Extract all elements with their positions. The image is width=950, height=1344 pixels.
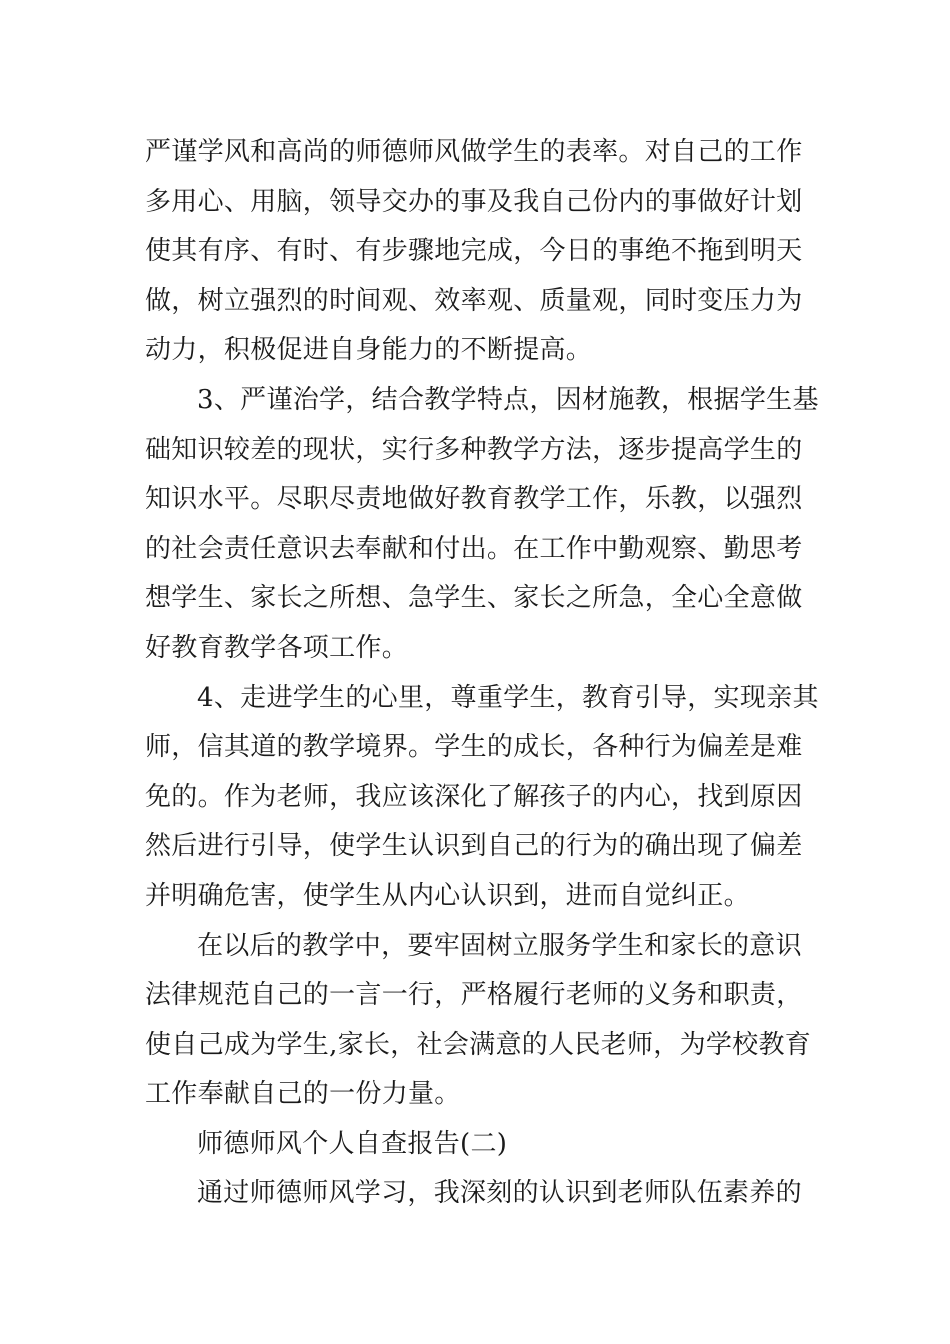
text-line: 好教育教学各项工作。 (145, 632, 409, 663)
text-line: 并明确危害，使学生从内心认识到，进而自觉纠正。 (145, 880, 750, 911)
section-heading: 师德师风个人自查报告(二) (197, 1128, 508, 1159)
text-line: 工作奉献自己的一份力量。 (145, 1079, 461, 1110)
text-line: 然后进行引导，使学生认识到自己的行为的确出现了偏差 (145, 831, 803, 862)
text-line: 4、走进学生的心里，尊重学生，教育引导，实现亲其 (197, 682, 819, 713)
text-line: 使其有序、有时、有步骤地完成，今日的事绝不拖到明天 (145, 236, 803, 267)
text-line: 多用心、用脑，领导交办的事及我自己份内的事做好计划 (145, 186, 803, 217)
text-line: 想学生、家长之所想、急学生、家长之所急，全心全意做 (145, 583, 803, 614)
text-line: 法律规范自己的一言一行，严格履行老师的义务和职责， (145, 980, 803, 1011)
text-line: 做，树立强烈的时间观、效率观、质量观，同时变压力为 (145, 285, 803, 316)
text-line: 础知识较差的现状，实行多种教学方法，逐步提高学生的 (145, 434, 803, 465)
text-line: 动力，积极促进自身能力的不断提高。 (145, 335, 593, 366)
document-body (145, 128, 825, 1219)
text-line: 使自己成为学生,家长，社会满意的人民老师，为学校教育 (145, 1029, 812, 1060)
text-line: 严谨学风和高尚的师德师风做学生的表率。对自己的工作 (145, 137, 803, 167)
text-line: 的社会责任意识去奉献和付出。在工作中勤观察、勤思考 (145, 533, 803, 564)
text-line: 免的。作为老师，我应该深化了解孩子的内心，找到原因 (145, 781, 803, 812)
text-line: 3、严谨治学，结合教学特点，因材施教，根据学生基 (197, 384, 819, 415)
text-line: 在以后的教学中，要牢固树立服务学生和家长的意识 (197, 930, 802, 961)
text-line: 师，信其道的教学境界。学生的成长，各种行为偏差是难 (145, 732, 803, 763)
text-line: 通过师德师风学习，我深刻的认识到老师队伍素养的 (197, 1178, 802, 1209)
text-line: 知识水平。尽职尽责地做好教育教学工作，乐教，以强烈 (145, 484, 803, 515)
